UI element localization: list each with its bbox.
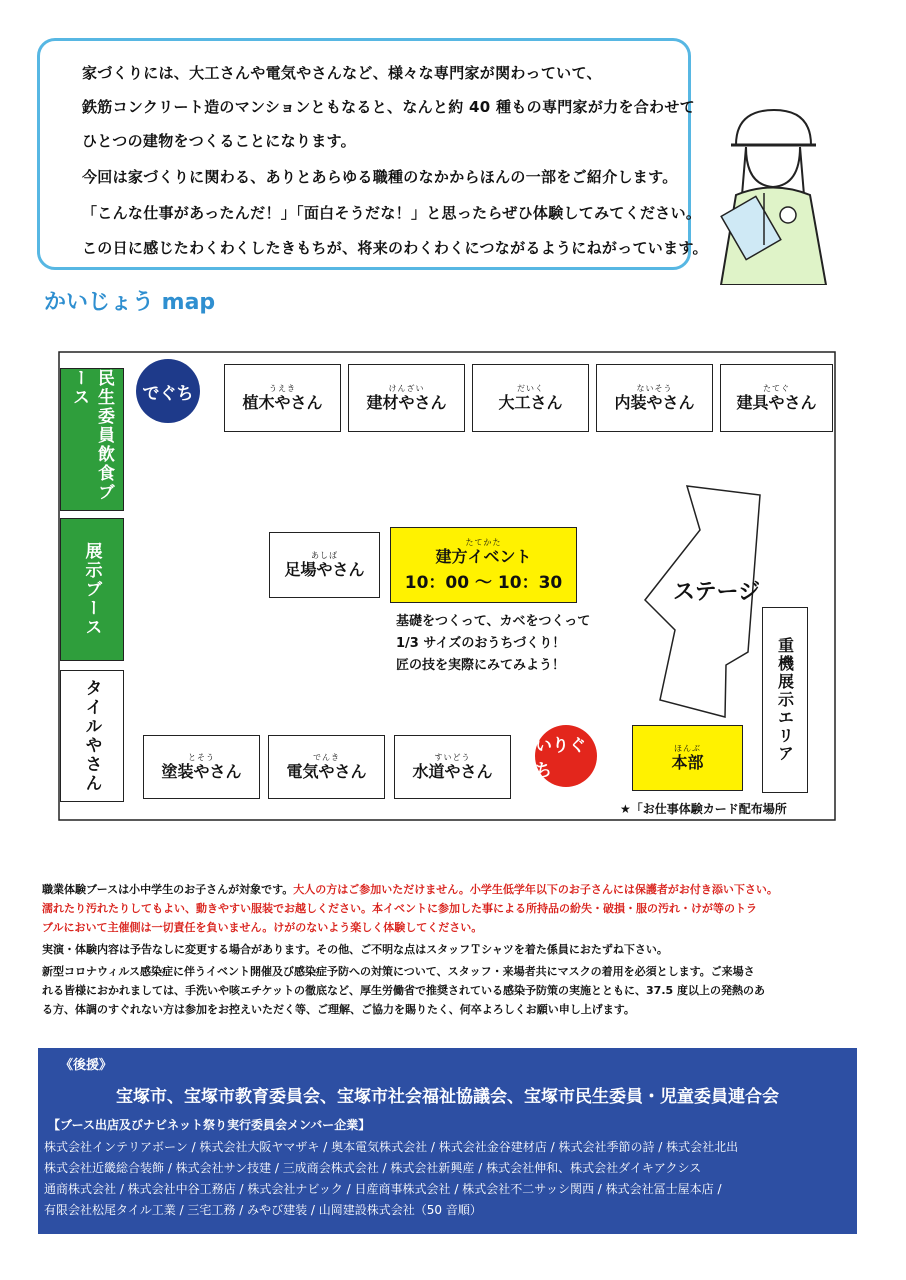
booth-ashiba: あしば 足場やさん xyxy=(269,532,380,598)
sponsor-box xyxy=(38,1048,857,1234)
intro-line: この日に感じたわくわくしたきもちが、将来のわくわくにつながるようにねがっています。 xyxy=(82,239,708,257)
intro-line: 鉄筋コンクリート造のマンションともなると、なんと約 40 種もの専門家が力を合わせて xyxy=(82,98,695,116)
booth-ueki: うえき 植木やさん xyxy=(224,364,341,432)
heavy-machinery-area: 重機展示エリア xyxy=(762,607,808,793)
booth-honbu: ほんぶ 本部 xyxy=(632,725,743,791)
booth-suidou: すいどう 水道やさん xyxy=(394,735,511,799)
booth-daiku: だいく 大工さん xyxy=(472,364,589,432)
sponsor-label: 《後援》 xyxy=(60,1058,113,1073)
booth-naisou: ないそう 内装やさん xyxy=(596,364,713,432)
stage-label: ステージ xyxy=(673,580,761,605)
intro-line: 「こんな仕事があったんだ！」「面白そうだな！」と思ったらぜひ体験してみてください。 xyxy=(82,204,702,222)
booth-minsei: 民生委員飲食ブース xyxy=(60,368,124,511)
booth-exhibit: 展示ブース xyxy=(60,518,124,661)
notice-line: 職業体験ブースは小中学生のお子さんが対象です。大人の方はご参加いただけません。小学生低学年以下のお子さんには保護者がお付き添い下さい。 xyxy=(42,883,778,896)
entrance-marker: いりぐち xyxy=(535,725,597,787)
booth-tile: タイルやさん xyxy=(60,670,124,802)
intro-line: 今回は家づくりに関わる、ありとあらゆる職種のなかからほんの一部をご紹介します。 xyxy=(82,168,678,186)
booth-kenzai: けんざい 建材やさん xyxy=(348,364,465,432)
map-heading: かいじょう map xyxy=(44,290,216,315)
sponsor-list-line: 株式会社近畿総合装飾 / 株式会社サン技建 / 三成商会株式会社 / 株式会社新興産 / 株式会社伸和、株式会社ダイキアクシス xyxy=(44,1161,702,1175)
booth-tosou: とそう 塗装やさん xyxy=(143,735,260,799)
sponsor-list-line: 通商株式会社 / 株式会社中谷工務店 / 株式会社ナビック / 日産商事株式会社 / 株式会社不二サッシ関西 / 株式会社冨士屋本店 / xyxy=(44,1182,722,1196)
sponsor-sub: 【ブース出店及びナビネット祭り実行委員会メンバー企業】 xyxy=(48,1118,371,1132)
intro-line: ひとつの建物をつくることになります。 xyxy=(82,132,356,150)
exit-marker: でぐち xyxy=(136,359,200,423)
notice-line: 濡れたり汚れたりしてもよい、動きやすい服装でお越しください。本イベントに参加した事による所持品の紛失・破損・服の汚れ・けが等のトラ xyxy=(42,902,757,915)
intro-line: 家づくりには、大工さんや電気やさんなど、様々な専門家が関わっていて、 xyxy=(82,64,602,82)
notice-line: 新型コロナウィルス感染症に伴うイベント開催及び感染症予防への対策について、スタッフ・来場者共にマスクの着用を必須とします。ご来場さ xyxy=(42,965,755,978)
sponsor-list-line: 株式会社インテリアボーン / 株式会社大阪ヤマザキ / 奥本電気株式会社 / 株式会社金谷建材店 / 株式会社季節の詩 / 株式会社北出 xyxy=(44,1140,739,1154)
notice-line: ブルにおいて主催側は一切責任を負いません。けがのないよう楽しく体験してください。 xyxy=(42,921,483,934)
notice-line: れる皆様におかれましては、手洗いや咳エチケットの徹底など、厚生労働省で推奨されている感染予防策の実施とともに、37.5 度以上の発熱のあ xyxy=(42,984,765,997)
sponsor-main: 宝塚市、宝塚市教育委員会、宝塚市社会福祉協議会、宝塚市民生委員・児童委員連合会 xyxy=(116,1087,779,1107)
event-note: 基礎をつくって、カベをつくって 1/3 サイズのおうちづくり！ 匠の技を実際にみてみよう！ xyxy=(396,614,591,673)
notice-line: る方、体調のすぐれない方は参加をお控えいただく等、ご理解、ご協力を賜りたく、何卒よろしくお願い申し上げます。 xyxy=(42,1003,635,1016)
honbu-note: ★「お仕事体験カード配布場所 xyxy=(620,802,787,816)
booth-denki: でんき 電気やさん xyxy=(268,735,385,799)
notice-line: 実演・体験内容は予告なしに変更する場合があります。その他、ご不明な点はスタッフＴシャツを着た係員におたずね下さい。 xyxy=(42,943,668,956)
event-booth: たてかた 建方イベント 10：00 ～ 10：30 xyxy=(390,527,577,603)
booth-tategu: たてぐ 建具やさん xyxy=(720,364,833,432)
sponsor-list-line: 有限会社松尾タイル工業 / 三宅工務 / みやび建装 / 山岡建設株式会社（50 音順） xyxy=(44,1203,482,1217)
